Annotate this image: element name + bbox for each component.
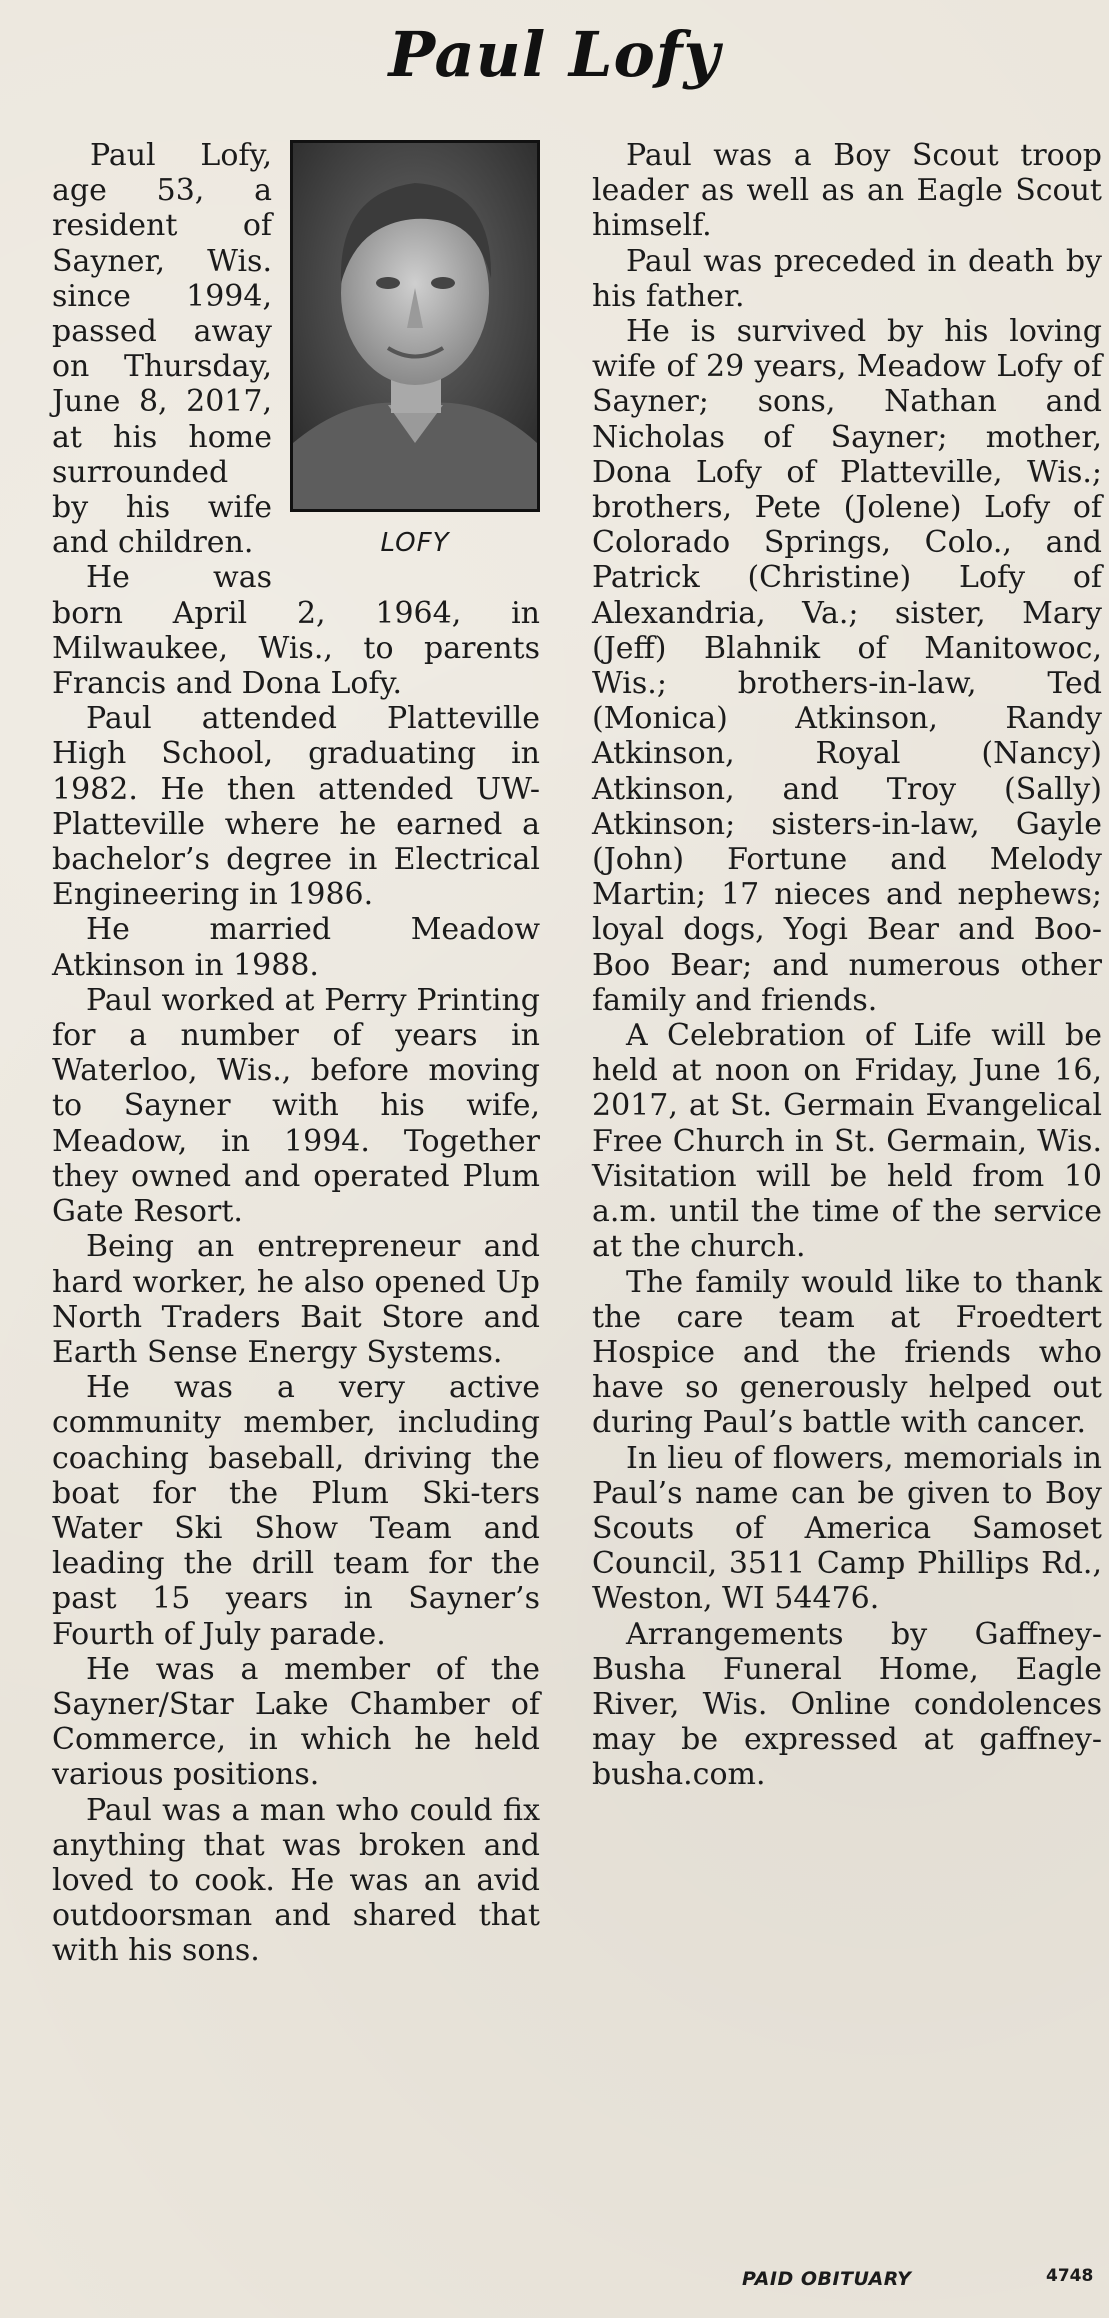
left-paragraph: He was a member of the Sayner/Star Lake Chamber of Commerce, in which he held various positions.	[52, 1651, 540, 1793]
right-column	[592, 138, 1102, 1793]
left-paragraph: He was born April 2, 1964, in Milwaukee, Wis., to parents Francis and Dona Lofy.	[52, 560, 540, 702]
right-paragraph: He is survived by his loving wife of 29 years, Meadow Lofy of Sayner; sons, Nathan and Nicholas of Sayner; mother, Dona Lofy of Platteville, Wis.; brothers, Pete (Jolene) Lofy of Colorado Springs, Colo., and Patrick (Christine) Lofy of Alexandria, Va.; sister, Mary (Jeff) Blahnik of Manitowoc, Wis.; brothers-in-law, Ted (Monica) Atkinson, Randy Atkinson, Royal (Nancy) Atkinson, and Troy (Sally) Atkinson; sisters-in-law, Gayle (John) Fortune and Melody Martin; 17 nieces and nephews; loyal dogs, Yogi Bear and Boo-Boo Bear; and numerous other family and friends.	[592, 314, 1102, 1018]
ad-code: 4748	[1046, 2266, 1094, 2286]
left-paragraph: Paul attended Platteville High School, graduating in 1982. He then attended UW-Platteville where he earned a bachelor’s degree in Electrical Engineering in 1986.	[52, 701, 540, 913]
left-paragraph: He married Meadow Atkinson in 1988.	[52, 912, 540, 983]
right-paragraph: Arrangements by Gaffney-Busha Funeral Home, Eagle River, Wis. Online condolences may be expressed at gaffney-busha.com.	[592, 1616, 1102, 1793]
portrait-photo	[290, 140, 540, 512]
right-paragraph: Paul was preceded in death by his father.	[592, 243, 1102, 314]
right-paragraph: The family would like to thank the care team at Froedtert Hospice and the friends who have so generously helped out during Paul’s battle with cancer.	[592, 1264, 1102, 1441]
left-paragraph: Paul Lofy, age 53, a resident of Sayner, Wis. since 1994, passed away on Thursday, June 8, 2017, at his home surrounded by his wife and children.	[52, 138, 272, 561]
left-column	[52, 138, 540, 1969]
paid-obituary-label: PAID OBITUARY	[742, 2268, 912, 2290]
right-paragraph: In lieu of flowers, memorials in Paul’s name can be given to Boy Scouts of America Samoset Council, 3511 Camp Phillips Rd., Weston, WI 54476.	[592, 1440, 1102, 1617]
left-paragraph: Paul worked at Perry Printing for a number of years in Waterloo, Wis., before moving to Sayner with his wife, Meadow, in 1994. Together they owned and operated Plum Gate Resort.	[52, 982, 540, 1230]
portrait-image	[293, 143, 537, 509]
obituary-headline: Paul Lofy	[388, 18, 721, 91]
right-paragraph: Paul was a Boy Scout troop leader as well as an Eagle Scout himself.	[592, 138, 1102, 244]
left-paragraph: Being an entrepreneur and hard worker, he also opened Up North Traders Bait Store and Earth Sense Energy Systems.	[52, 1229, 540, 1370]
portrait-block	[290, 140, 540, 561]
right-paragraph: A Celebration of Life will be held at noon on Friday, June 16, 2017, at St. Germain Evangelical Free Church in St. Germain, Wis. Visitation will be held from 10 a.m. until the time of the service at the church.	[592, 1018, 1102, 1265]
left-paragraph: Paul was a man who could fix anything that was broken and loved to cook. He was an avid outdoorsman and shared that with his sons.	[52, 1792, 540, 1969]
left-paragraph: He was a very active community member, including coaching baseball, driving the boat for the Plum Ski-ters Water Ski Show Team and leading the drill team for the past 15 years in Sayner’s Fourth of July parade.	[52, 1370, 540, 1652]
photo-caption: LOFY	[380, 528, 450, 558]
